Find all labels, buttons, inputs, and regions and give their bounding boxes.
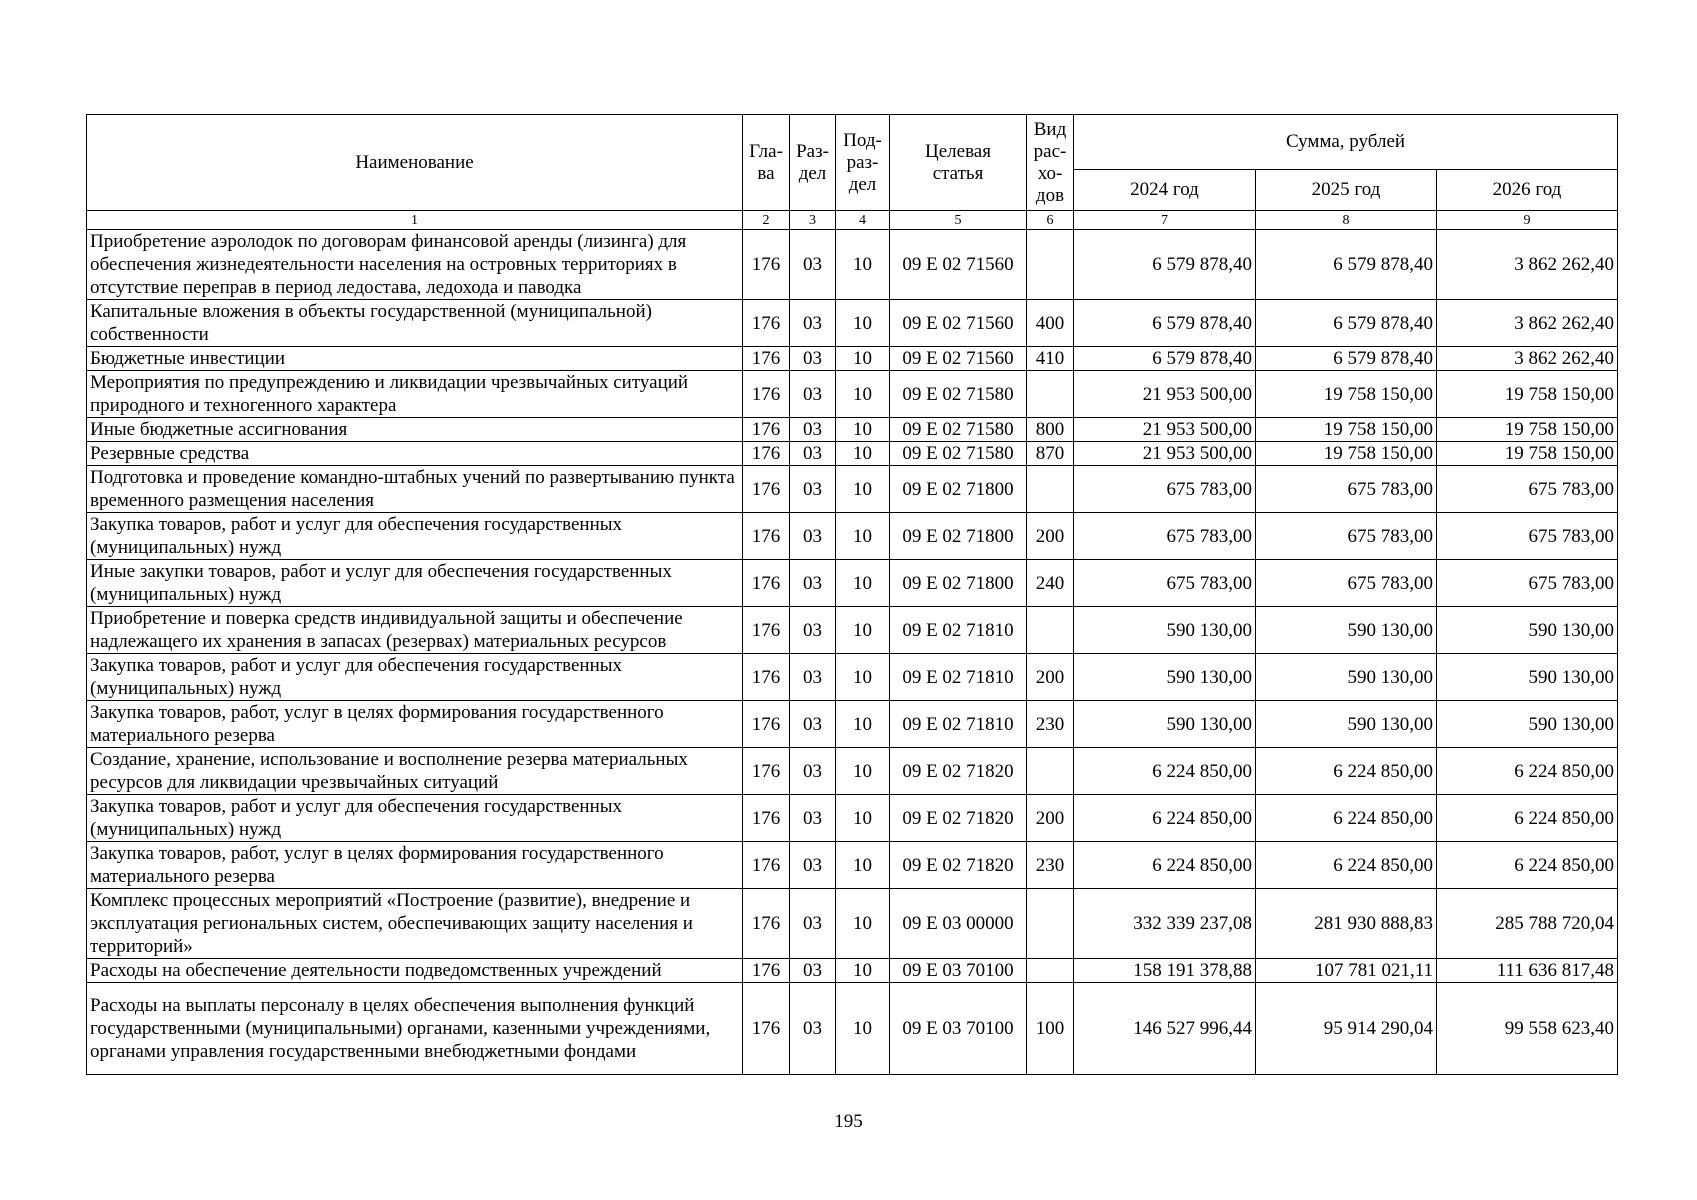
row-glava: 176 (743, 748, 790, 795)
row-target: 09 Е 02 71580 (890, 418, 1027, 442)
row-sum-2024: 590 130,00 (1074, 701, 1256, 748)
row-target: 09 Е 02 71810 (890, 607, 1027, 654)
row-sum-2025: 590 130,00 (1256, 654, 1437, 701)
row-sum-2024: 6 579 878,40 (1074, 230, 1256, 300)
row-name: Закупка товаров, работ и услуг для обеспечения государственных (муниципальных) нужд (87, 795, 743, 842)
row-name: Закупка товаров, работ, услуг в целях формирования государственного материального резерва (87, 842, 743, 889)
row-podrazdel: 10 (836, 701, 890, 748)
header-year-2026: 2026 год (1437, 170, 1618, 211)
row-sum-2025: 675 783,00 (1256, 513, 1437, 560)
row-glava: 176 (743, 983, 790, 1075)
row-name: Расходы на обеспечение деятельности подведомственных учреждений (87, 959, 743, 983)
row-name: Приобретение и поверка средств индивидуальной защиты и обеспечение надлежащего их хранения в запасах (резервах) материальных ресурсов (87, 607, 743, 654)
page-number: 195 (834, 1111, 863, 1132)
row-name: Создание, хранение, использование и восполнение резерва материальных ресурсов для ликвидации чрезвычайных ситуаций (87, 748, 743, 795)
row-target: 09 Е 02 71560 (890, 347, 1027, 371)
row-razdel: 03 (790, 300, 836, 347)
table-row (87, 560, 1618, 607)
row-target: 09 Е 02 71820 (890, 795, 1027, 842)
row-sum-2025: 6 579 878,40 (1256, 347, 1437, 371)
table-row (87, 983, 1618, 1075)
row-glava: 176 (743, 513, 790, 560)
row-sum-2026: 19 758 150,00 (1437, 371, 1618, 418)
row-sum-2025: 19 758 150,00 (1256, 418, 1437, 442)
header-target: Целевая статья (890, 115, 1027, 211)
row-razdel: 03 (790, 654, 836, 701)
row-sum-2025: 6 579 878,40 (1256, 230, 1437, 300)
row-sum-2026: 285 788 720,04 (1437, 889, 1618, 959)
row-target: 09 Е 02 71800 (890, 466, 1027, 513)
row-razdel: 03 (790, 889, 836, 959)
row-razdel: 03 (790, 442, 836, 466)
table-row (87, 442, 1618, 466)
row-sum-2026: 19 758 150,00 (1437, 442, 1618, 466)
row-sum-2025: 19 758 150,00 (1256, 371, 1437, 418)
row-name: Комплекс процессных мероприятий «Построение (развитие), внедрение и эксплуатация региональных систем, обеспечивающих защиту населения и территорий» (87, 889, 743, 959)
budget-table (86, 114, 1618, 1075)
row-vid: 230 (1027, 701, 1074, 748)
header-name: Наименование (87, 115, 743, 211)
header-sum: Сумма, рублей (1074, 115, 1618, 170)
row-podrazdel: 10 (836, 654, 890, 701)
row-target: 09 Е 02 71820 (890, 748, 1027, 795)
row-sum-2024: 21 953 500,00 (1074, 371, 1256, 418)
row-razdel: 03 (790, 418, 836, 442)
row-razdel: 03 (790, 466, 836, 513)
table-row (87, 701, 1618, 748)
row-vid: 100 (1027, 983, 1074, 1075)
row-glava: 176 (743, 371, 790, 418)
row-podrazdel: 10 (836, 371, 890, 418)
table-row (87, 795, 1618, 842)
row-glava: 176 (743, 959, 790, 983)
row-glava: 176 (743, 795, 790, 842)
row-vid: 400 (1027, 300, 1074, 347)
row-glava: 176 (743, 654, 790, 701)
row-podrazdel: 10 (836, 347, 890, 371)
row-sum-2025: 675 783,00 (1256, 560, 1437, 607)
row-sum-2025: 95 914 290,04 (1256, 983, 1437, 1075)
row-target: 09 Е 02 71560 (890, 300, 1027, 347)
column-number: 1 (87, 211, 743, 230)
table-row (87, 513, 1618, 560)
row-glava: 176 (743, 701, 790, 748)
row-sum-2026: 6 224 850,00 (1437, 795, 1618, 842)
row-sum-2026: 590 130,00 (1437, 607, 1618, 654)
row-razdel: 03 (790, 842, 836, 889)
row-name: Подготовка и проведение командно-штабных учений по развертыванию пункта временного размещения населения (87, 466, 743, 513)
row-sum-2026: 3 862 262,40 (1437, 230, 1618, 300)
row-glava: 176 (743, 347, 790, 371)
table-row (87, 748, 1618, 795)
row-vid (1027, 748, 1074, 795)
table-row (87, 466, 1618, 513)
row-sum-2024: 146 527 996,44 (1074, 983, 1256, 1075)
row-razdel: 03 (790, 748, 836, 795)
row-podrazdel: 10 (836, 842, 890, 889)
row-podrazdel: 10 (836, 442, 890, 466)
row-target: 09 Е 03 00000 (890, 889, 1027, 959)
table-row (87, 654, 1618, 701)
row-vid: 800 (1027, 418, 1074, 442)
header-podrazdel: Под- раз- дел (836, 115, 890, 211)
row-target: 09 Е 02 71820 (890, 842, 1027, 889)
row-vid: 410 (1027, 347, 1074, 371)
row-sum-2025: 590 130,00 (1256, 701, 1437, 748)
row-target: 09 Е 02 71800 (890, 513, 1027, 560)
header-glava: Гла- ва (743, 115, 790, 211)
row-sum-2024: 6 224 850,00 (1074, 795, 1256, 842)
row-target: 09 Е 02 71580 (890, 442, 1027, 466)
row-sum-2025: 6 224 850,00 (1256, 748, 1437, 795)
row-sum-2024: 590 130,00 (1074, 654, 1256, 701)
row-sum-2026: 590 130,00 (1437, 701, 1618, 748)
table-row (87, 371, 1618, 418)
row-target: 09 Е 03 70100 (890, 983, 1027, 1075)
row-sum-2025: 590 130,00 (1256, 607, 1437, 654)
row-target: 09 Е 02 71800 (890, 560, 1027, 607)
row-sum-2025: 107 781 021,11 (1256, 959, 1437, 983)
row-razdel: 03 (790, 230, 836, 300)
row-name: Закупка товаров, работ и услуг для обеспечения государственных (муниципальных) нужд (87, 513, 743, 560)
row-razdel: 03 (790, 983, 836, 1075)
row-glava: 176 (743, 442, 790, 466)
row-podrazdel: 10 (836, 560, 890, 607)
row-sum-2026: 6 224 850,00 (1437, 748, 1618, 795)
header-year-2025: 2025 год (1256, 170, 1437, 211)
row-podrazdel: 10 (836, 983, 890, 1075)
table-row (87, 889, 1618, 959)
row-sum-2025: 6 579 878,40 (1256, 300, 1437, 347)
table-row (87, 607, 1618, 654)
row-razdel: 03 (790, 560, 836, 607)
row-glava: 176 (743, 889, 790, 959)
row-podrazdel: 10 (836, 889, 890, 959)
row-name: Мероприятия по предупреждению и ликвидации чрезвычайных ситуаций природного и техногенного характера (87, 371, 743, 418)
row-podrazdel: 10 (836, 466, 890, 513)
row-sum-2026: 675 783,00 (1437, 466, 1618, 513)
row-sum-2025: 281 930 888,83 (1256, 889, 1437, 959)
row-name: Приобретение аэролодок по договорам финансовой аренды (лизинга) для обеспечения жизнедеятельности населения на островных территориях в отсутствие переправ в период ледостава, ледохода и паводка (87, 230, 743, 300)
row-sum-2025: 6 224 850,00 (1256, 842, 1437, 889)
row-razdel: 03 (790, 701, 836, 748)
row-sum-2024: 675 783,00 (1074, 466, 1256, 513)
row-vid (1027, 371, 1074, 418)
row-vid: 870 (1027, 442, 1074, 466)
table-row (87, 300, 1618, 347)
table-body (87, 230, 1618, 1075)
row-sum-2026: 3 862 262,40 (1437, 300, 1618, 347)
row-target: 09 Е 02 71810 (890, 654, 1027, 701)
column-number: 9 (1437, 211, 1618, 230)
row-sum-2026: 99 558 623,40 (1437, 983, 1618, 1075)
row-vid (1027, 466, 1074, 513)
row-sum-2025: 675 783,00 (1256, 466, 1437, 513)
row-sum-2026: 19 758 150,00 (1437, 418, 1618, 442)
row-name: Иные бюджетные ассигнования (87, 418, 743, 442)
column-number: 3 (790, 211, 836, 230)
row-sum-2025: 6 224 850,00 (1256, 795, 1437, 842)
row-razdel: 03 (790, 513, 836, 560)
row-sum-2024: 158 191 378,88 (1074, 959, 1256, 983)
row-glava: 176 (743, 300, 790, 347)
row-sum-2025: 19 758 150,00 (1256, 442, 1437, 466)
table-row (87, 959, 1618, 983)
header-vid: Вид рас- хо- дов (1027, 115, 1074, 211)
table-header (87, 115, 1618, 230)
column-number: 8 (1256, 211, 1437, 230)
row-razdel: 03 (790, 347, 836, 371)
column-numbers-row (87, 211, 1618, 230)
row-razdel: 03 (790, 959, 836, 983)
row-sum-2024: 6 224 850,00 (1074, 748, 1256, 795)
row-vid (1027, 959, 1074, 983)
row-sum-2024: 21 953 500,00 (1074, 418, 1256, 442)
row-target: 09 Е 03 70100 (890, 959, 1027, 983)
row-glava: 176 (743, 466, 790, 513)
row-name: Закупка товаров, работ и услуг для обеспечения государственных (муниципальных) нужд (87, 654, 743, 701)
row-podrazdel: 10 (836, 795, 890, 842)
row-name: Резервные средства (87, 442, 743, 466)
row-vid (1027, 230, 1074, 300)
header-year-2024: 2024 год (1074, 170, 1256, 211)
row-sum-2026: 675 783,00 (1437, 513, 1618, 560)
row-vid: 240 (1027, 560, 1074, 607)
row-name: Бюджетные инвестиции (87, 347, 743, 371)
row-podrazdel: 10 (836, 607, 890, 654)
row-sum-2026: 590 130,00 (1437, 654, 1618, 701)
row-podrazdel: 10 (836, 300, 890, 347)
row-vid: 200 (1027, 795, 1074, 842)
row-glava: 176 (743, 418, 790, 442)
row-podrazdel: 10 (836, 230, 890, 300)
row-glava: 176 (743, 842, 790, 889)
row-sum-2024: 590 130,00 (1074, 607, 1256, 654)
row-sum-2024: 6 579 878,40 (1074, 300, 1256, 347)
row-razdel: 03 (790, 795, 836, 842)
row-vid: 230 (1027, 842, 1074, 889)
row-sum-2024: 332 339 237,08 (1074, 889, 1256, 959)
row-target: 09 Е 02 71560 (890, 230, 1027, 300)
row-sum-2024: 6 579 878,40 (1074, 347, 1256, 371)
row-name: Иные закупки товаров, работ и услуг для обеспечения государственных (муниципальных) нужд (87, 560, 743, 607)
row-sum-2026: 675 783,00 (1437, 560, 1618, 607)
row-glava: 176 (743, 607, 790, 654)
row-sum-2026: 3 862 262,40 (1437, 347, 1618, 371)
row-target: 09 Е 02 71580 (890, 371, 1027, 418)
row-podrazdel: 10 (836, 513, 890, 560)
table-row (87, 418, 1618, 442)
row-sum-2024: 21 953 500,00 (1074, 442, 1256, 466)
row-podrazdel: 10 (836, 748, 890, 795)
row-glava: 176 (743, 230, 790, 300)
row-podrazdel: 10 (836, 418, 890, 442)
column-number: 5 (890, 211, 1027, 230)
row-vid: 200 (1027, 654, 1074, 701)
table-row (87, 230, 1618, 300)
row-sum-2026: 111 636 817,48 (1437, 959, 1618, 983)
row-name: Капитальные вложения в объекты государственной (муниципальной) собственности (87, 300, 743, 347)
row-razdel: 03 (790, 607, 836, 654)
row-name: Расходы на выплаты персоналу в целях обеспечения выполнения функций государственными (муниципальными) органами, казенными учреждениями, органами управления государственными внебюджетными фондами (87, 983, 743, 1075)
row-sum-2024: 675 783,00 (1074, 513, 1256, 560)
row-name: Закупка товаров, работ, услуг в целях формирования государственного материального резерва (87, 701, 743, 748)
column-number: 7 (1074, 211, 1256, 230)
row-target: 09 Е 02 71810 (890, 701, 1027, 748)
column-number: 6 (1027, 211, 1074, 230)
row-razdel: 03 (790, 371, 836, 418)
row-vid: 200 (1027, 513, 1074, 560)
table-row (87, 347, 1618, 371)
row-podrazdel: 10 (836, 959, 890, 983)
row-glava: 176 (743, 560, 790, 607)
header-razdel: Раз- дел (790, 115, 836, 211)
column-number: 2 (743, 211, 790, 230)
column-number: 4 (836, 211, 890, 230)
row-sum-2024: 675 783,00 (1074, 560, 1256, 607)
table-row (87, 842, 1618, 889)
row-sum-2024: 6 224 850,00 (1074, 842, 1256, 889)
row-sum-2026: 6 224 850,00 (1437, 842, 1618, 889)
row-vid (1027, 889, 1074, 959)
row-vid (1027, 607, 1074, 654)
